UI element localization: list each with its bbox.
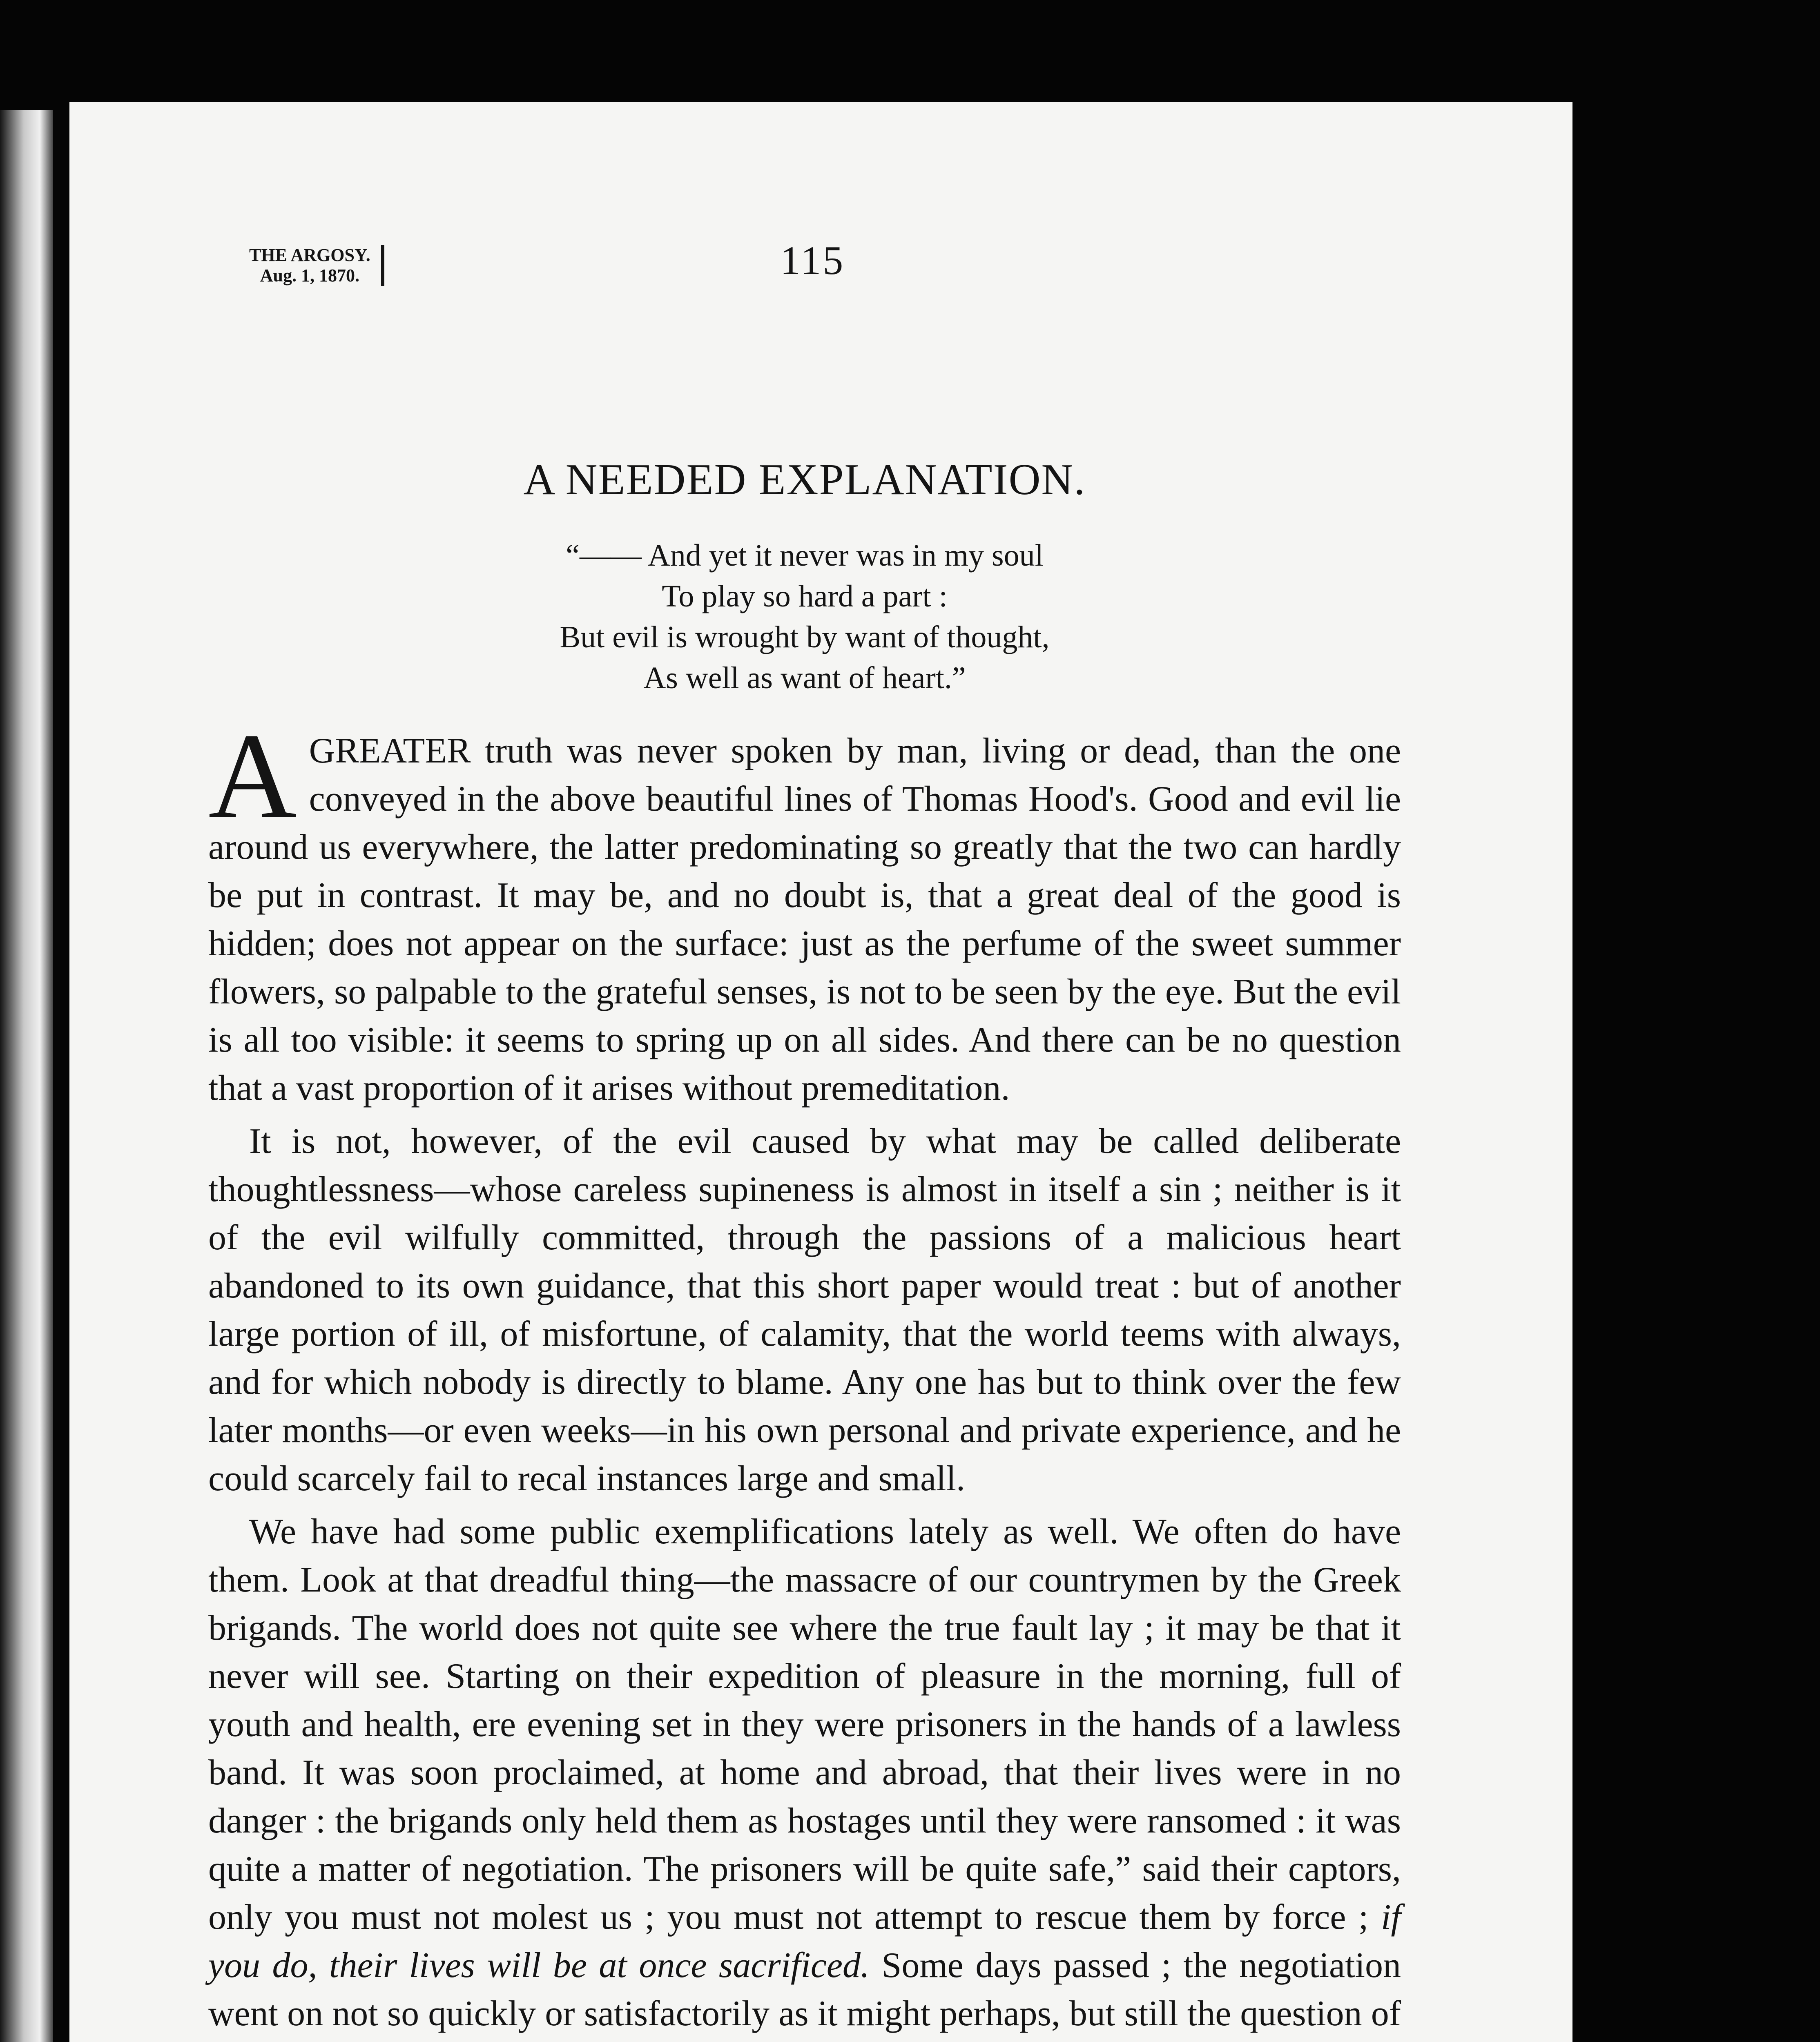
epigraph-line: “—— And yet it never was in my soul: [566, 538, 1044, 573]
paragraph-text: We have had some public exemplifications lately as well. We often do have them. Look at that dreadful thing—the massacre of our countrymen by the Greek brigands. The world does not quite see where the true fault lay ; it may be that it never will see. Starting on their expedition of pleasure in the morning, full of youth and health, ere evening set in they were prisoners in the hands of a lawless band. It was soon proclaimed, at home and abroad, that their lives were in no danger : the brigands only held them as hostages until they were ransomed : it was quite a matter of negotiation. The prisoners will be quite safe,” said their captors, only you must not molest us ; you must not attempt to rescue them by force ;: [208, 1512, 1401, 1937]
paragraph: [208, 708, 1401, 1112]
drop-cap: A: [208, 708, 297, 844]
article-body: [208, 708, 1401, 2042]
italic-phrase: if you do, their lives will be at once sacrificed.: [208, 1897, 1401, 1985]
epigraph-line: As well as want of heart.”: [643, 661, 966, 695]
epigraph-line: To play so hard a part :: [662, 579, 948, 613]
epigraph-line: But evil is wrought by want of thought,: [560, 620, 1050, 654]
paragraph: [208, 1508, 1401, 2042]
paragraph-text: GREATER truth was never spoken by man, living or dead, than the one conveyed in the above beautiful lines of Thomas Hood's. Good and evil lie around us everywhere, the latter predominating so greatly that the two can hardly be put in contrast. It may be, and no doubt is, that a great deal of the good is hidden; does not appear on the surface: just as the perfume of the sweet summer flowers, so palpable to the grateful senses, is not to be seen by the eye. But the evil is all too visible: it seems to spring up on all sides. And there can be no question that a vast proportion of it arises without premeditation.: [208, 731, 1401, 1108]
journal-date: Aug. 1, 1870.: [260, 265, 359, 285]
paragraph-text: Some days passed ; the negotiation went on not so quickly or satisfactorily as it might perhaps, but still the question of: [208, 1946, 1401, 2033]
journal-name: THE ARGOSY.: [249, 245, 370, 265]
book-page: [69, 102, 1572, 2042]
running-head: [208, 237, 1401, 298]
facing-page-edge: [0, 110, 53, 2042]
journal-info: [249, 245, 384, 286]
article-title: A NEEDED EXPLANATION.: [523, 455, 1086, 504]
epigraph: [208, 535, 1401, 698]
page-number: 115: [780, 238, 845, 283]
paragraph: It is not, however, of the evil caused by what may be called deliberate thoughtlessness—whose careless supineness is almost in itself a sin ; neither is it of the evil wilfully committed, through the passions of a malicious heart abandoned to its own guidance, that this short paper would treat : but of another large portion of ill, of misfortune, of calamity, that the world teems with always, and for which nobody is directly to blame. Any one has but to think over the few later months—or even weeks—in his own personal and private experience, and he could scarcely fail to recal instances large and small.: [208, 1121, 1401, 1498]
